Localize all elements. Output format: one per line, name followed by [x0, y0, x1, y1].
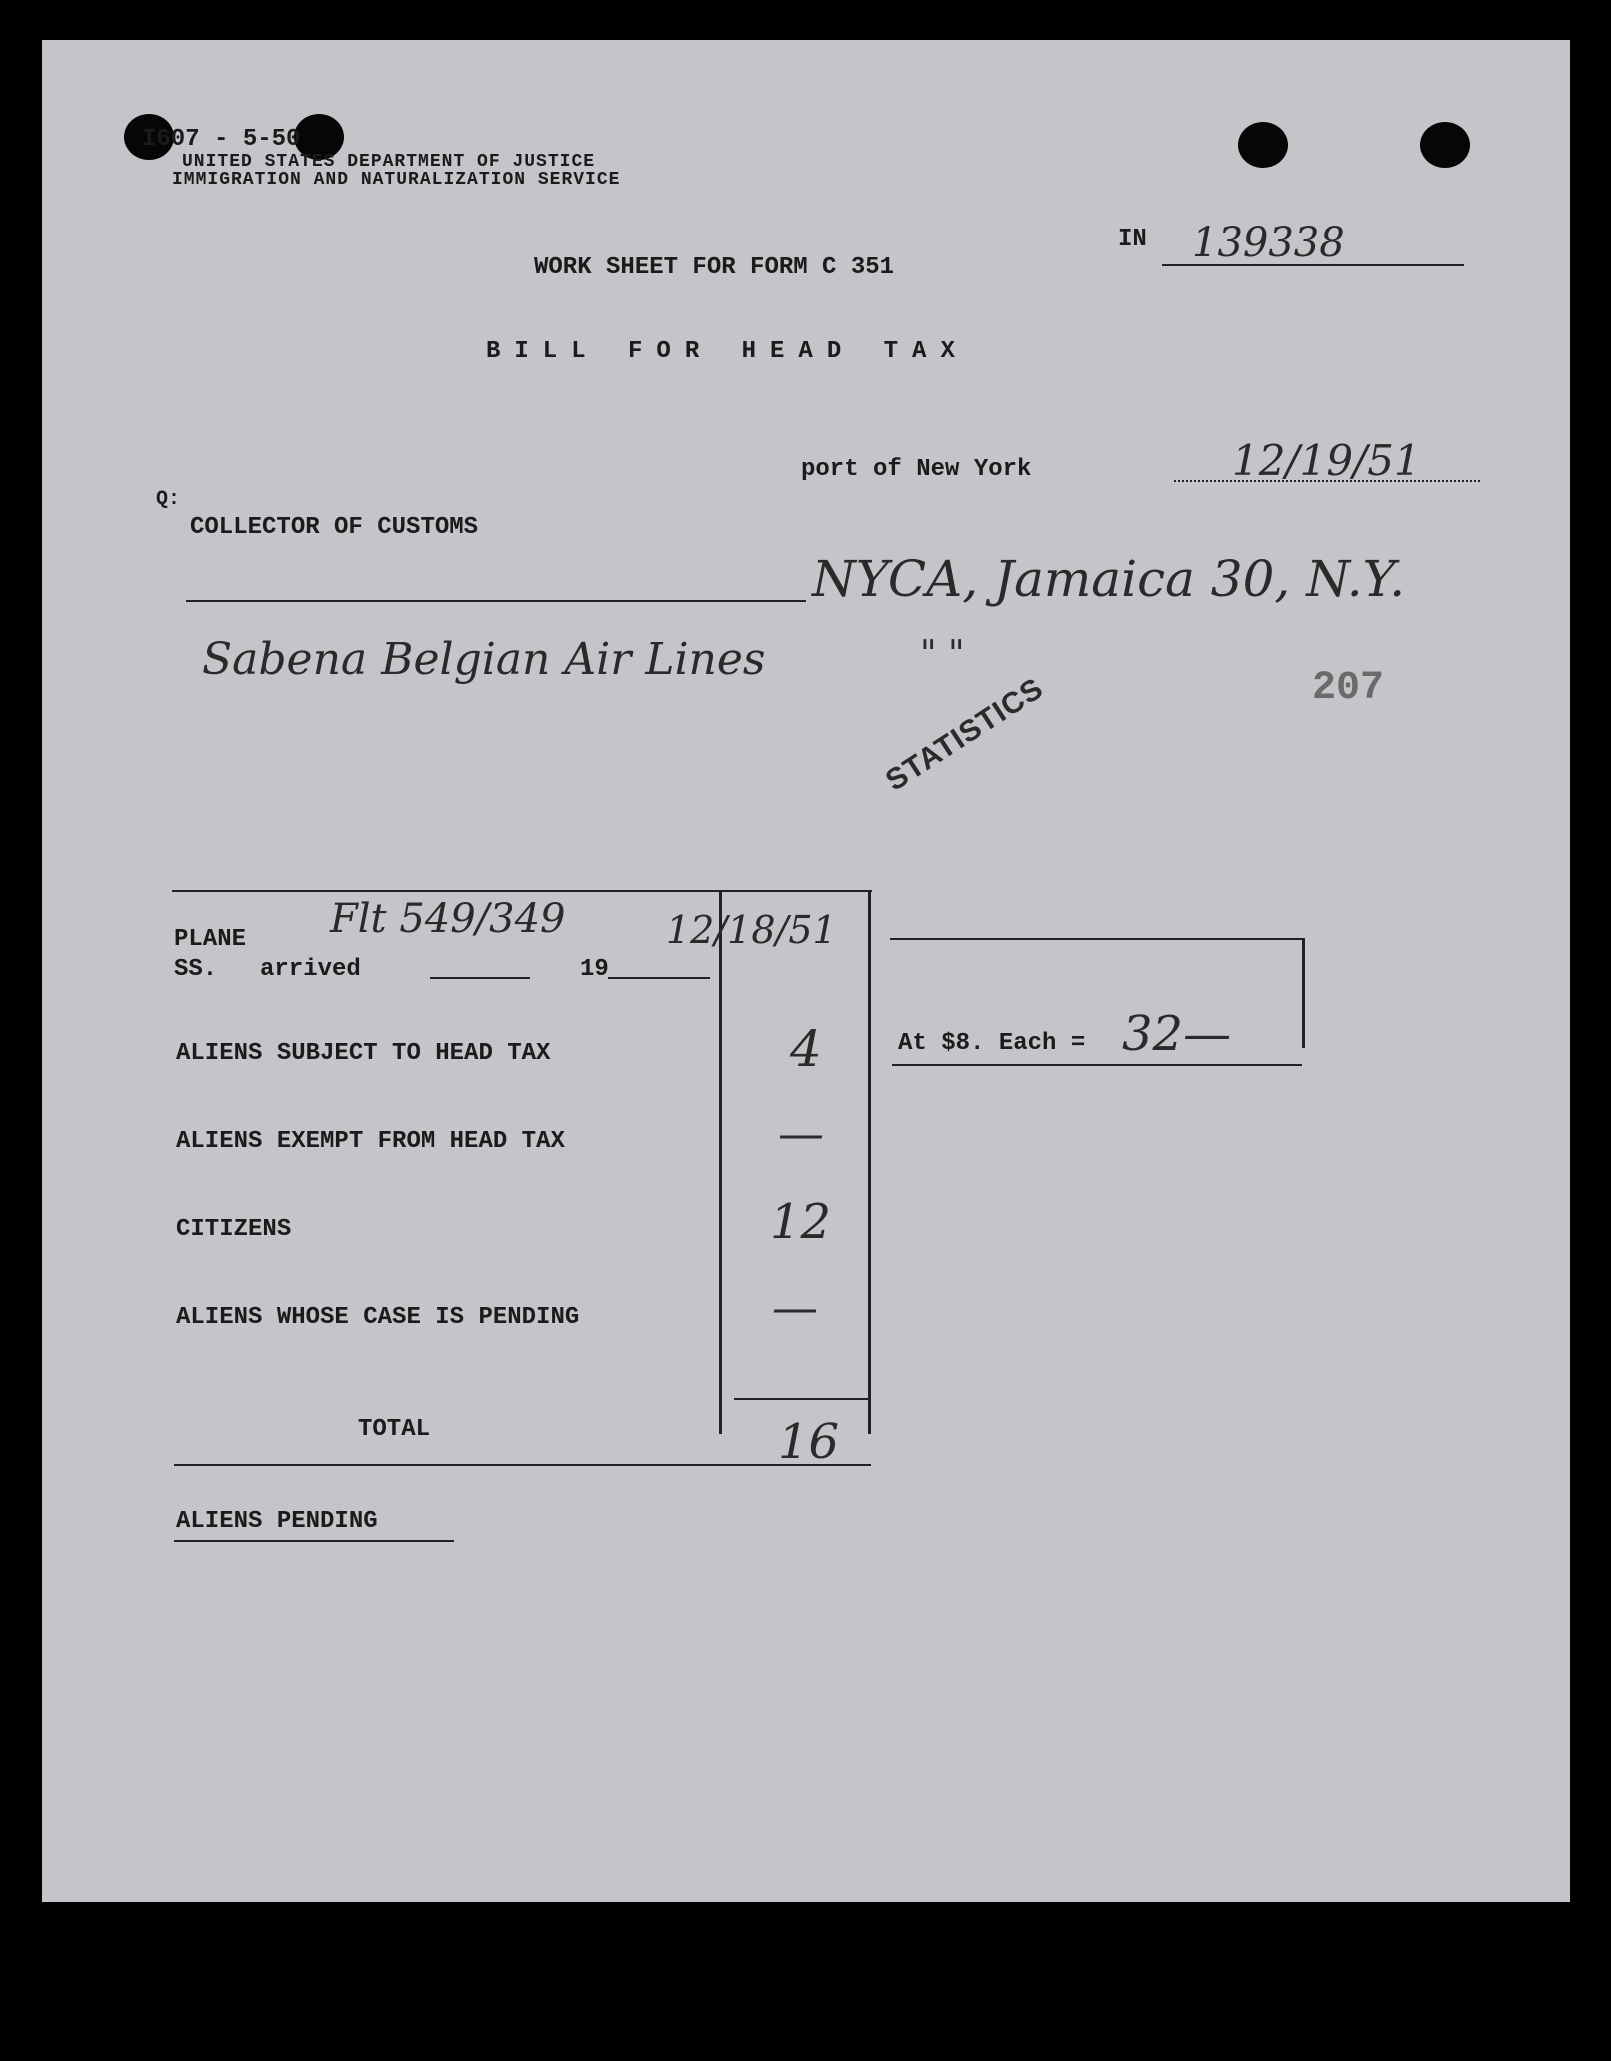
in-label: IN: [1118, 226, 1147, 253]
reference-number: 207: [1312, 666, 1385, 711]
row-value-subject: 4: [790, 1020, 822, 1078]
row-label-pending: ALIENS WHOSE CASE IS PENDING: [176, 1304, 580, 1331]
date-underline: [1174, 480, 1480, 482]
year-underline: [608, 977, 710, 979]
tax-box-bottom: [892, 1064, 1302, 1066]
ditto-marks: " ": [920, 634, 965, 675]
statistics-stamp: STATISTICS: [880, 671, 1050, 798]
arrival-date: 12/18/51: [666, 908, 837, 952]
plane-label: PLANE: [174, 926, 247, 953]
punch-hole: [1420, 122, 1470, 168]
tax-rate-label: At $8. Each =: [898, 1030, 1086, 1057]
row-label-exempt: ALIENS EXEMPT FROM HEAD TAX: [176, 1128, 565, 1155]
year-prefix: 19: [580, 956, 609, 983]
tax-box-right: [1302, 938, 1305, 1048]
total-separator: [734, 1398, 868, 1400]
aliens-pending-underline: [174, 1540, 454, 1542]
table-top-border: [172, 890, 872, 892]
in-number: 139338: [1192, 220, 1345, 266]
handwritten-airline: Sabena Belgian Air Lines: [202, 634, 766, 685]
punch-hole: [1238, 122, 1288, 168]
bill-title: BILL FOR HEAD TAX: [486, 338, 969, 365]
department-name: UNITED STATES DEPARTMENT OF JUSTICE: [182, 152, 596, 172]
arrived-underline: [430, 977, 530, 979]
table-bottom-border: [174, 1464, 871, 1466]
tax-amount: 32—: [1122, 1006, 1232, 1062]
to-label: Q:: [156, 488, 181, 511]
port-label: port of New York: [801, 456, 1032, 483]
row-label-citizens: CITIZENS: [176, 1216, 292, 1243]
address-line: [186, 600, 806, 602]
table-divider: [719, 892, 722, 1434]
ss-label: SS.: [174, 956, 218, 983]
aliens-pending-label: ALIENS PENDING: [176, 1508, 378, 1535]
addressee: COLLECTOR OF CUSTOMS: [190, 514, 479, 541]
flight-number: Flt 549/349: [330, 896, 566, 942]
document-page: [42, 40, 1570, 1902]
worksheet-title: WORK SHEET FOR FORM C 351: [534, 254, 895, 281]
row-label-subject: ALIENS SUBJECT TO HEAD TAX: [176, 1040, 551, 1067]
service-name: IMMIGRATION AND NATURALIZATION SERVICE: [172, 170, 621, 190]
tax-box-top: [890, 938, 1304, 940]
form-number: I607 - 5-50: [142, 126, 301, 153]
in-number-underline: [1162, 264, 1464, 266]
bill-date: 12/19/51: [1232, 436, 1421, 485]
arrived-label: arrived: [260, 956, 361, 983]
handwritten-location: NYCA, Jamaica 30, N.Y.: [812, 550, 1406, 608]
total-value: 16: [778, 1414, 840, 1470]
row-value-exempt: —: [778, 1106, 824, 1160]
row-value-pending: —: [772, 1280, 818, 1334]
total-label: TOTAL: [358, 1416, 431, 1443]
row-value-citizens: 12: [770, 1194, 832, 1250]
table-right-border: [868, 892, 871, 1434]
